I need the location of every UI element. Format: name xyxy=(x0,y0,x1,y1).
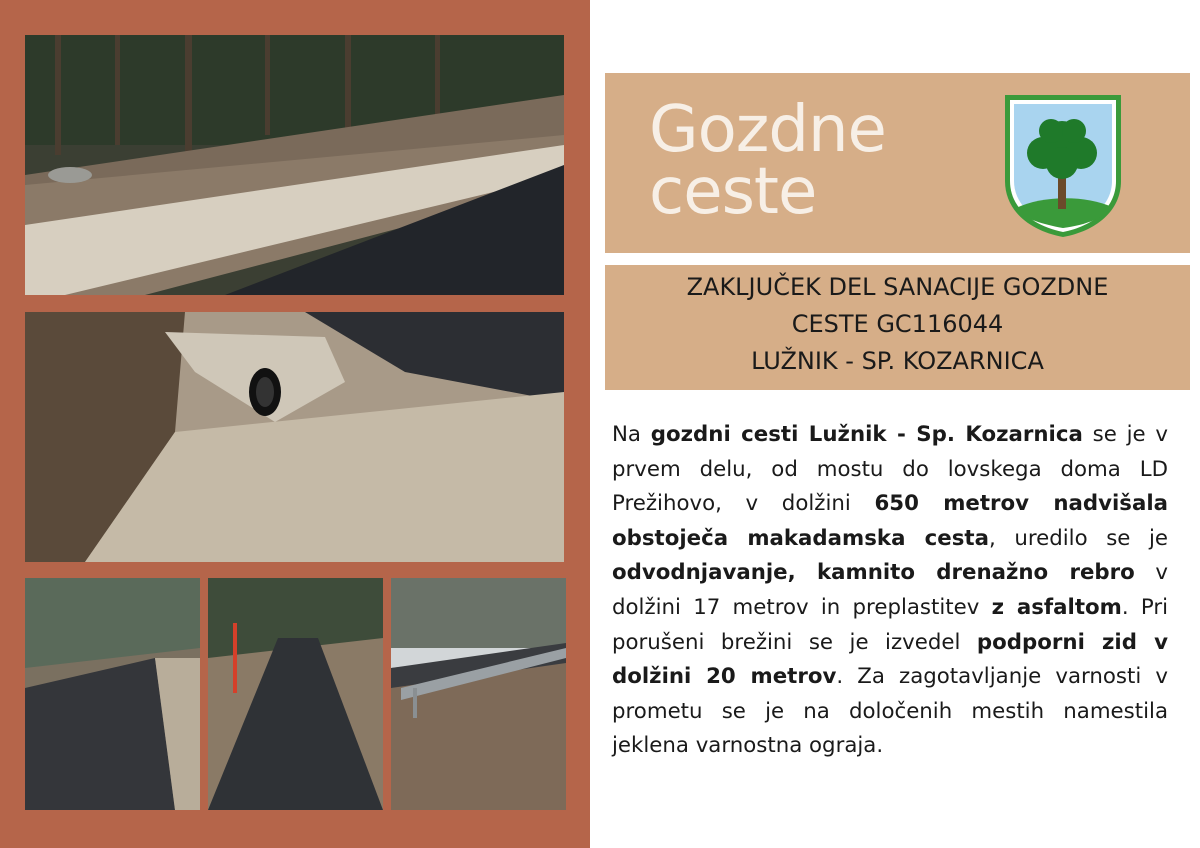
body-text-5: . Pri porušeni brežini se je izvedel xyxy=(612,594,1169,655)
subtitle-line-1: ZAKLJUČEK DEL SANACIJE GOZDNE xyxy=(686,273,1109,301)
photo-road-curve-left xyxy=(25,578,200,810)
page-title xyxy=(649,93,886,229)
body-text-1: Na xyxy=(612,422,651,447)
photo-panel xyxy=(0,0,590,848)
photo-guardrail xyxy=(391,578,566,810)
photo-culvert xyxy=(25,312,564,562)
description-paragraph xyxy=(612,418,1168,764)
body-text-2: se je v prvem delu, od mostu do lovskega doma LD Prežihovo, v dolžini xyxy=(612,422,1168,517)
photo-road-straight xyxy=(208,578,383,810)
photo-forest-road-top xyxy=(25,35,564,295)
body-text-4: v dolžini 17 metrov in preplastitev xyxy=(612,560,1168,620)
body-bold-5: podporni zid v dolžini 20 metrov xyxy=(612,629,1168,690)
title-band xyxy=(605,73,1190,253)
body-bold-4: z asfaltom xyxy=(991,594,1122,620)
title-line-1: Gozdne xyxy=(649,93,886,167)
title-line-2: ceste xyxy=(649,155,817,229)
body-bold-3: odvodnjavanje, kamnito drenažno rebro xyxy=(612,560,1135,586)
municipal-crest-tree-icon xyxy=(1001,91,1125,241)
subtitle-band xyxy=(605,265,1190,390)
body-bold-1: gozdni cesti Lužnik - Sp. Kozarnica xyxy=(650,422,1083,447)
body-text-3: , uredilo se je xyxy=(988,525,1168,551)
subtitle-line-3: LUŽNIK - SP. KOZARNICA xyxy=(751,347,1044,375)
subtitle-line-2: CESTE GC116044 xyxy=(791,310,1004,338)
body-text-6: . Za zagotavljanje varnosti v prometu se je na določenih mestih namestila jeklena varnostna ograja. xyxy=(612,664,1168,759)
project-heading xyxy=(605,265,1190,380)
body-bold-2: 650 metrov nadvišala obstoječa makadamska cesta xyxy=(612,491,1169,551)
